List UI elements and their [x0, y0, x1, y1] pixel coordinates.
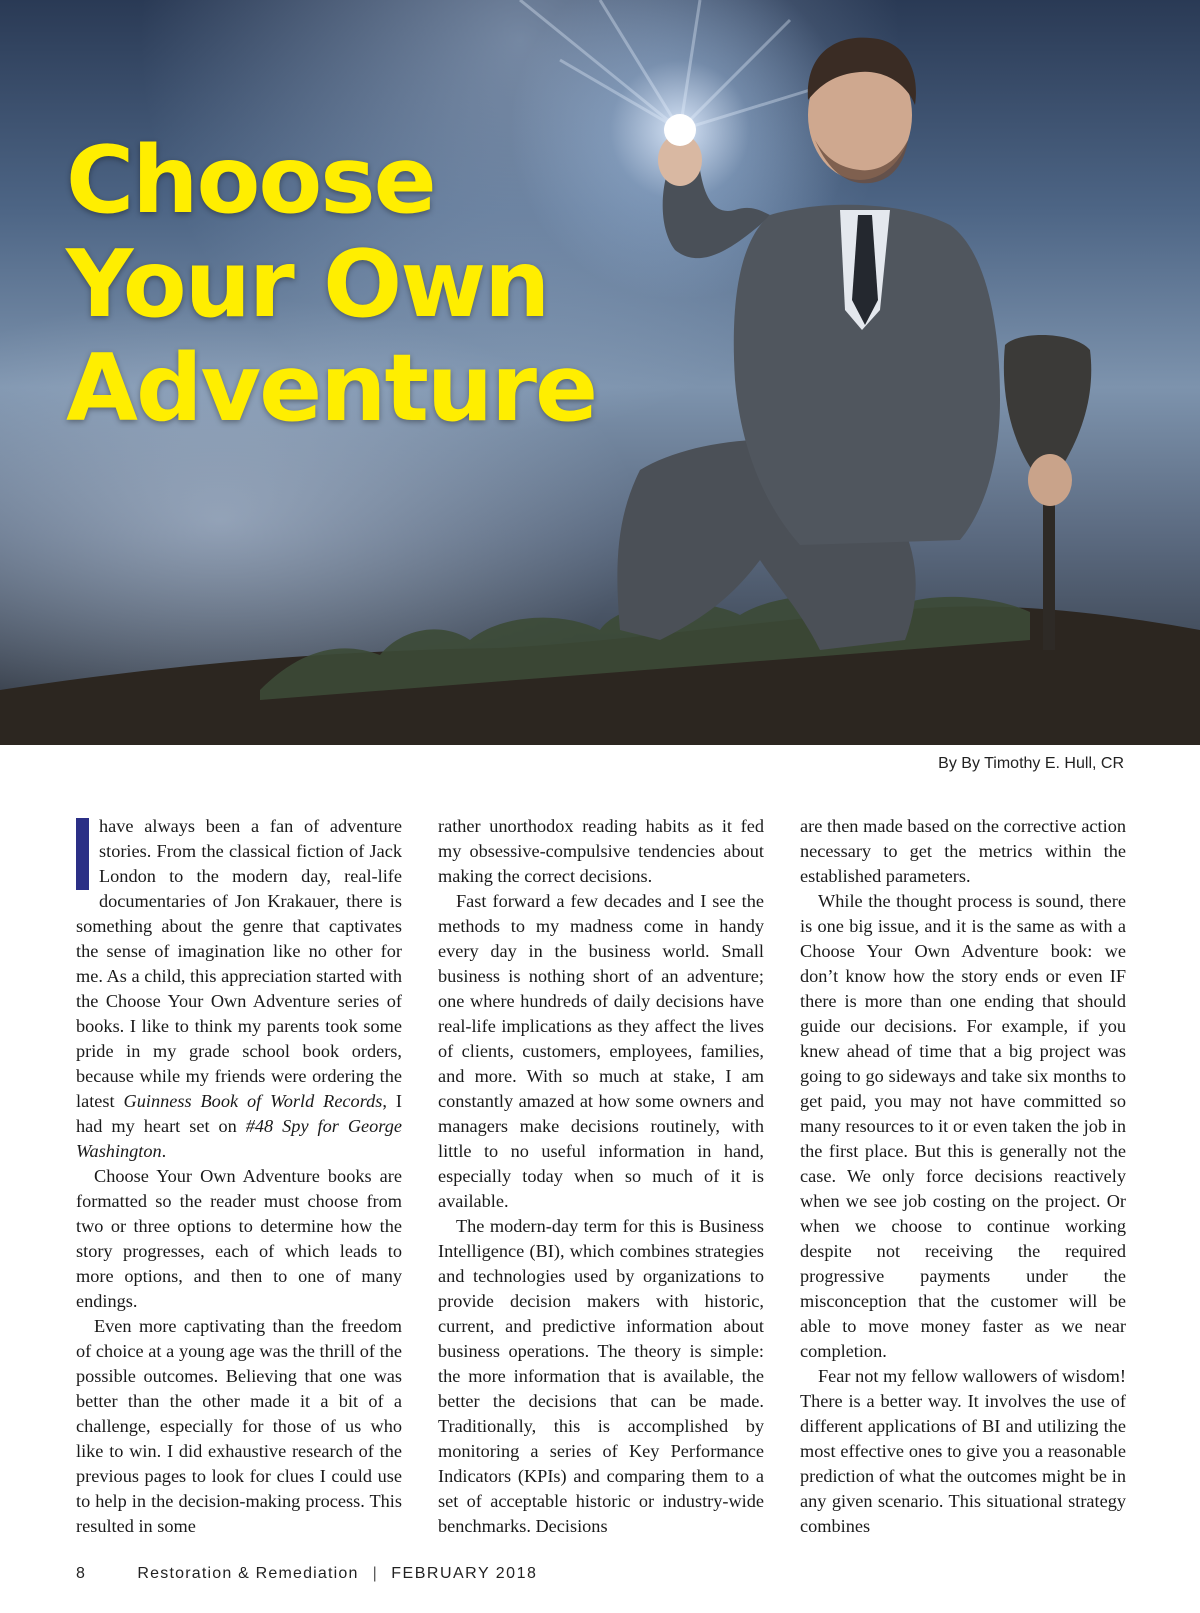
footer-separator: |: [372, 1565, 378, 1582]
paragraph: Choose Your Own Adventure books are formatted so the reader must choose from two or three options to determine how the story progresses, each of which leads to more options, and then to one of many endings.: [76, 1166, 402, 1311]
paragraph: Fear not my fellow wallowers of wisdom! There is a better way. It involves the use of different applications of BI and utilizing the most effective ones to give you a reasonable prediction of what the outcomes might be in any given scenario. This situational strategy combines: [800, 1366, 1126, 1536]
paragraph: The modern-day term for this is Business Intelligence (BI), which combines strategies and technologies used by organizations to provide decision makers with historic, current, and predictive information about business operations. The theory is simple: the more information that is available, the better the decisions that can be made. Traditionally, this is accomplished by monitoring a series of Key Performance Indicators (KPIs) and comparing them to a set of acceptable historic or industry-wide benchmarks. Decisions: [438, 1216, 764, 1536]
hero-photo: [0, 0, 1200, 745]
paragraph: Even more captivating than the freedom of choice at a young age was the thrill of the possible outcomes. Believing that one was better than the other made it a bit of a challenge, especially for those of us who like to win. I did exhaustive research of the previous pages to look for clues I could use to help in the decision-making process. This resulted in some: [76, 1316, 402, 1536]
glowing-orb: [664, 114, 696, 146]
paragraph: are then made based on the corrective action necessary to get the metrics within the established parameters.: [800, 816, 1126, 886]
headline: [66, 128, 596, 440]
article-column-3: [800, 814, 1126, 1539]
light-rays: [520, 0, 810, 130]
headline-line-3: Adventure: [66, 334, 597, 442]
article-column-1: [76, 814, 402, 1539]
paragraph-text: have always been a fan of adventure stories. From the classical fiction of Jack London to the modern day, real-life documentaries of Jon Krakauer, there is something about the genre that captivates the sense of imagination like no other for me. As a child, this appreciation started with the Choose Your Own Adventure series of books. I like to think my parents took some pride in my grade school book orders, because while my friends were ordering the latest: [76, 816, 402, 1111]
paragraph: [76, 814, 402, 1164]
paragraph: While the thought process is sound, there is one big issue, and it is the same as with a Choose Your Own Adventure book: we don’t know how the story ends or even IF there is more than one ending that should guide our decisions. For example, if you knew ahead of time that a big project was going to go sideways and take six months to get paid, you may not have committed so many resources to it or even taken the job in the first place. But this is generally not the case. We only force decisions reactively when we see job costing on the project. Or when we choose to continue working despite not receiving the required progressive payments under the misconception that the customer will be able to move money faster as we near completion.: [800, 891, 1126, 1361]
magazine-name: Restoration & Remediation: [137, 1565, 359, 1582]
page-number: 8: [76, 1565, 86, 1582]
byline: By By Timothy E. Hull, CR: [938, 755, 1124, 772]
headline-line-1: Choose: [66, 126, 435, 234]
headline-line-2: Your Own: [66, 230, 549, 338]
article-column-2: [438, 814, 764, 1539]
paragraph-text: .: [161, 1141, 167, 1161]
paragraph-text: , I had my heart set on: [76, 1091, 402, 1136]
book-title: #48 Spy for George Washington: [76, 1116, 402, 1161]
drop-cap: [76, 818, 89, 890]
issue-date: FEBRUARY 2018: [391, 1565, 538, 1582]
page-footer: [76, 1565, 537, 1583]
book-title: Guinness Book of World Records: [123, 1091, 383, 1111]
article-body: [0, 814, 1200, 1554]
paragraph: rather unorthodox reading habits as it fed my obsessive-compulsive tendencies about making the correct decisions.: [438, 816, 764, 886]
paragraph: Fast forward a few decades and I see the methods to my madness come in handy every day in the business world. Small business is nothing short of an adventure; one where hundreds of daily decisions have real-life implications as they affect the lives of clients, customers, employees, families, and more. With so much at stake, I am constantly amazed at how some owners and managers make decisions routinely, with little to no useful information in hand, especially today when so much of it is available.: [438, 891, 764, 1211]
